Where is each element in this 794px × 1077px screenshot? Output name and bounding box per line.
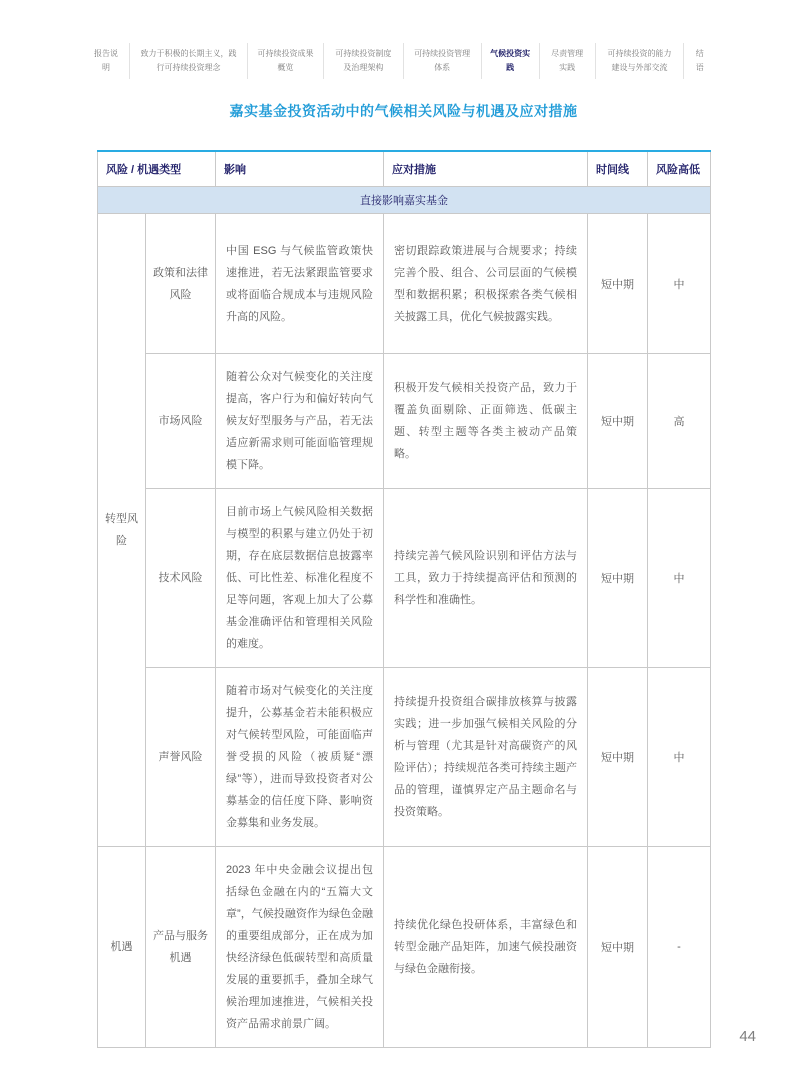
header-risk-level: 风险高低 xyxy=(648,151,711,187)
impact-cell: 2023 年中央金融会议提出包括绿色金融在内的“五篇大文章”，气候投融资作为绿色金融的重要组成部分，正在成为加快经济绿色低碳转型和高质量发展的重要抓手，叠加全球气候治理加速推进，气候相关投资产品需求前景广阔。 xyxy=(216,847,384,1048)
table-row xyxy=(98,668,711,847)
header-measures: 应对措施 xyxy=(384,151,588,187)
timeline-cell: 短中期 xyxy=(588,668,648,847)
measures-cell: 积极开发气候相关投资产品，致力于覆盖负面剔除、正面筛选、低碳主题、转型主题等各类主被动产品策略。 xyxy=(384,354,588,489)
header-timeline: 时间线 xyxy=(588,151,648,187)
table-title: 嘉实基金投资活动中的气候相关风险与机遇及应对措施 xyxy=(229,103,578,119)
timeline-cell: 短中期 xyxy=(588,489,648,668)
timeline-cell: 短中期 xyxy=(588,847,648,1048)
section-band-label: 直接影响嘉实基金 xyxy=(98,187,711,214)
header-impact: 影响 xyxy=(216,151,384,187)
table-row xyxy=(98,489,711,668)
header-risk-opportunity-type: 风险 / 机遇类型 xyxy=(98,151,216,187)
timeline-cell: 短中期 xyxy=(588,354,648,489)
category-opportunity: 机遇 xyxy=(98,847,146,1048)
subtype-market-risk: 市场风险 xyxy=(146,354,216,489)
table-header-row xyxy=(98,151,711,187)
nav-tab-long-termism[interactable]: 致力于积极的长期主义，践行可持续投资理念 xyxy=(130,43,248,79)
nav-tab-governance[interactable]: 可持续投资制度及治理架构 xyxy=(324,43,404,79)
nav-tab-results-overview[interactable]: 可持续投资成果概览 xyxy=(248,43,324,79)
nav-tab-climate-investment[interactable]: 气候投资实践 xyxy=(482,43,540,79)
risk-level-cell: 中 xyxy=(648,214,711,354)
timeline-cell: 短中期 xyxy=(588,214,648,354)
category-transition-risk: 转型风险 xyxy=(98,214,146,847)
measures-cell: 持续提升投资组合碳排放核算与披露实践；进一步加强气候相关风险的分析与管理（尤其是针对高碳资产的风险评估）；持续规范各类可持续主题产品的管理，谨慎界定产品主题命名与投资策略。 xyxy=(384,668,588,847)
nav-tab-conclusion[interactable]: 结语 xyxy=(695,49,704,72)
subtype-reputation-risk: 声誉风险 xyxy=(146,668,216,847)
impact-cell: 中国 ESG 与气候监管政策快速推进，若无法紧跟监管要求或将面临合规成本与违规风险升高的风险。 xyxy=(216,214,384,354)
impact-cell: 随着市场对气候变化的关注度提升，公募基金若未能积极应对气候转型风险，可能面临声誉受损的风险（被质疑“漂绿”等），进而导致投资者对公募基金的信任度下降、影响资金募集和业务发展。 xyxy=(216,668,384,847)
risk-level-cell: 中 xyxy=(648,489,711,668)
nav-tab-stewardship[interactable]: 尽责管理实践 xyxy=(540,43,596,79)
nav-tab-management-system[interactable]: 可持续投资管理体系 xyxy=(404,43,482,79)
impact-cell: 目前市场上气候风险相关数据与模型的积累与建立仍处于初期，存在底层数据信息披露率低、可比性差、标准化程度不足等问题，客观上加大了公募基金准确评估和管理相关风险的难度。 xyxy=(216,489,384,668)
section-band-row xyxy=(98,187,711,214)
table-row xyxy=(98,354,711,489)
table-row xyxy=(98,214,711,354)
measures-cell: 密切跟踪政策进展与合规要求；持续完善个股、组合、公司层面的气候模型和数据积累；积极探索各类气候相关披露工具，优化气候披露实践。 xyxy=(384,214,588,354)
climate-risk-table xyxy=(97,150,711,1048)
page-number: 44 xyxy=(739,1028,756,1045)
subtype-technology-risk: 技术风险 xyxy=(146,489,216,668)
table-row xyxy=(98,847,711,1048)
section-nav xyxy=(83,40,715,82)
nav-tab-capacity-building[interactable]: 可持续投资的能力建设与外部交流 xyxy=(596,43,685,79)
risk-level-cell: - xyxy=(648,847,711,1048)
subtype-product-service-opportunity: 产品与服务机遇 xyxy=(146,847,216,1048)
subtype-policy-legal-risk: 政策和法律风险 xyxy=(146,214,216,354)
measures-cell: 持续完善气候风险识别和评估方法与工具，致力于持续提高评估和预测的科学性和准确性。 xyxy=(384,489,588,668)
impact-cell: 随着公众对气候变化的关注度提高，客户行为和偏好转向气候友好型服务与产品，若无法适应新需求则可能面临管理规模下降。 xyxy=(216,354,384,489)
risk-level-cell: 中 xyxy=(648,668,711,847)
nav-tab-report-notes[interactable]: 报告说明 xyxy=(83,43,130,79)
measures-cell: 持续优化绿色投研体系，丰富绿色和转型金融产品矩阵，加速气候投融资与绿色金融衔接。 xyxy=(384,847,588,1048)
risk-level-cell: 高 xyxy=(648,354,711,489)
